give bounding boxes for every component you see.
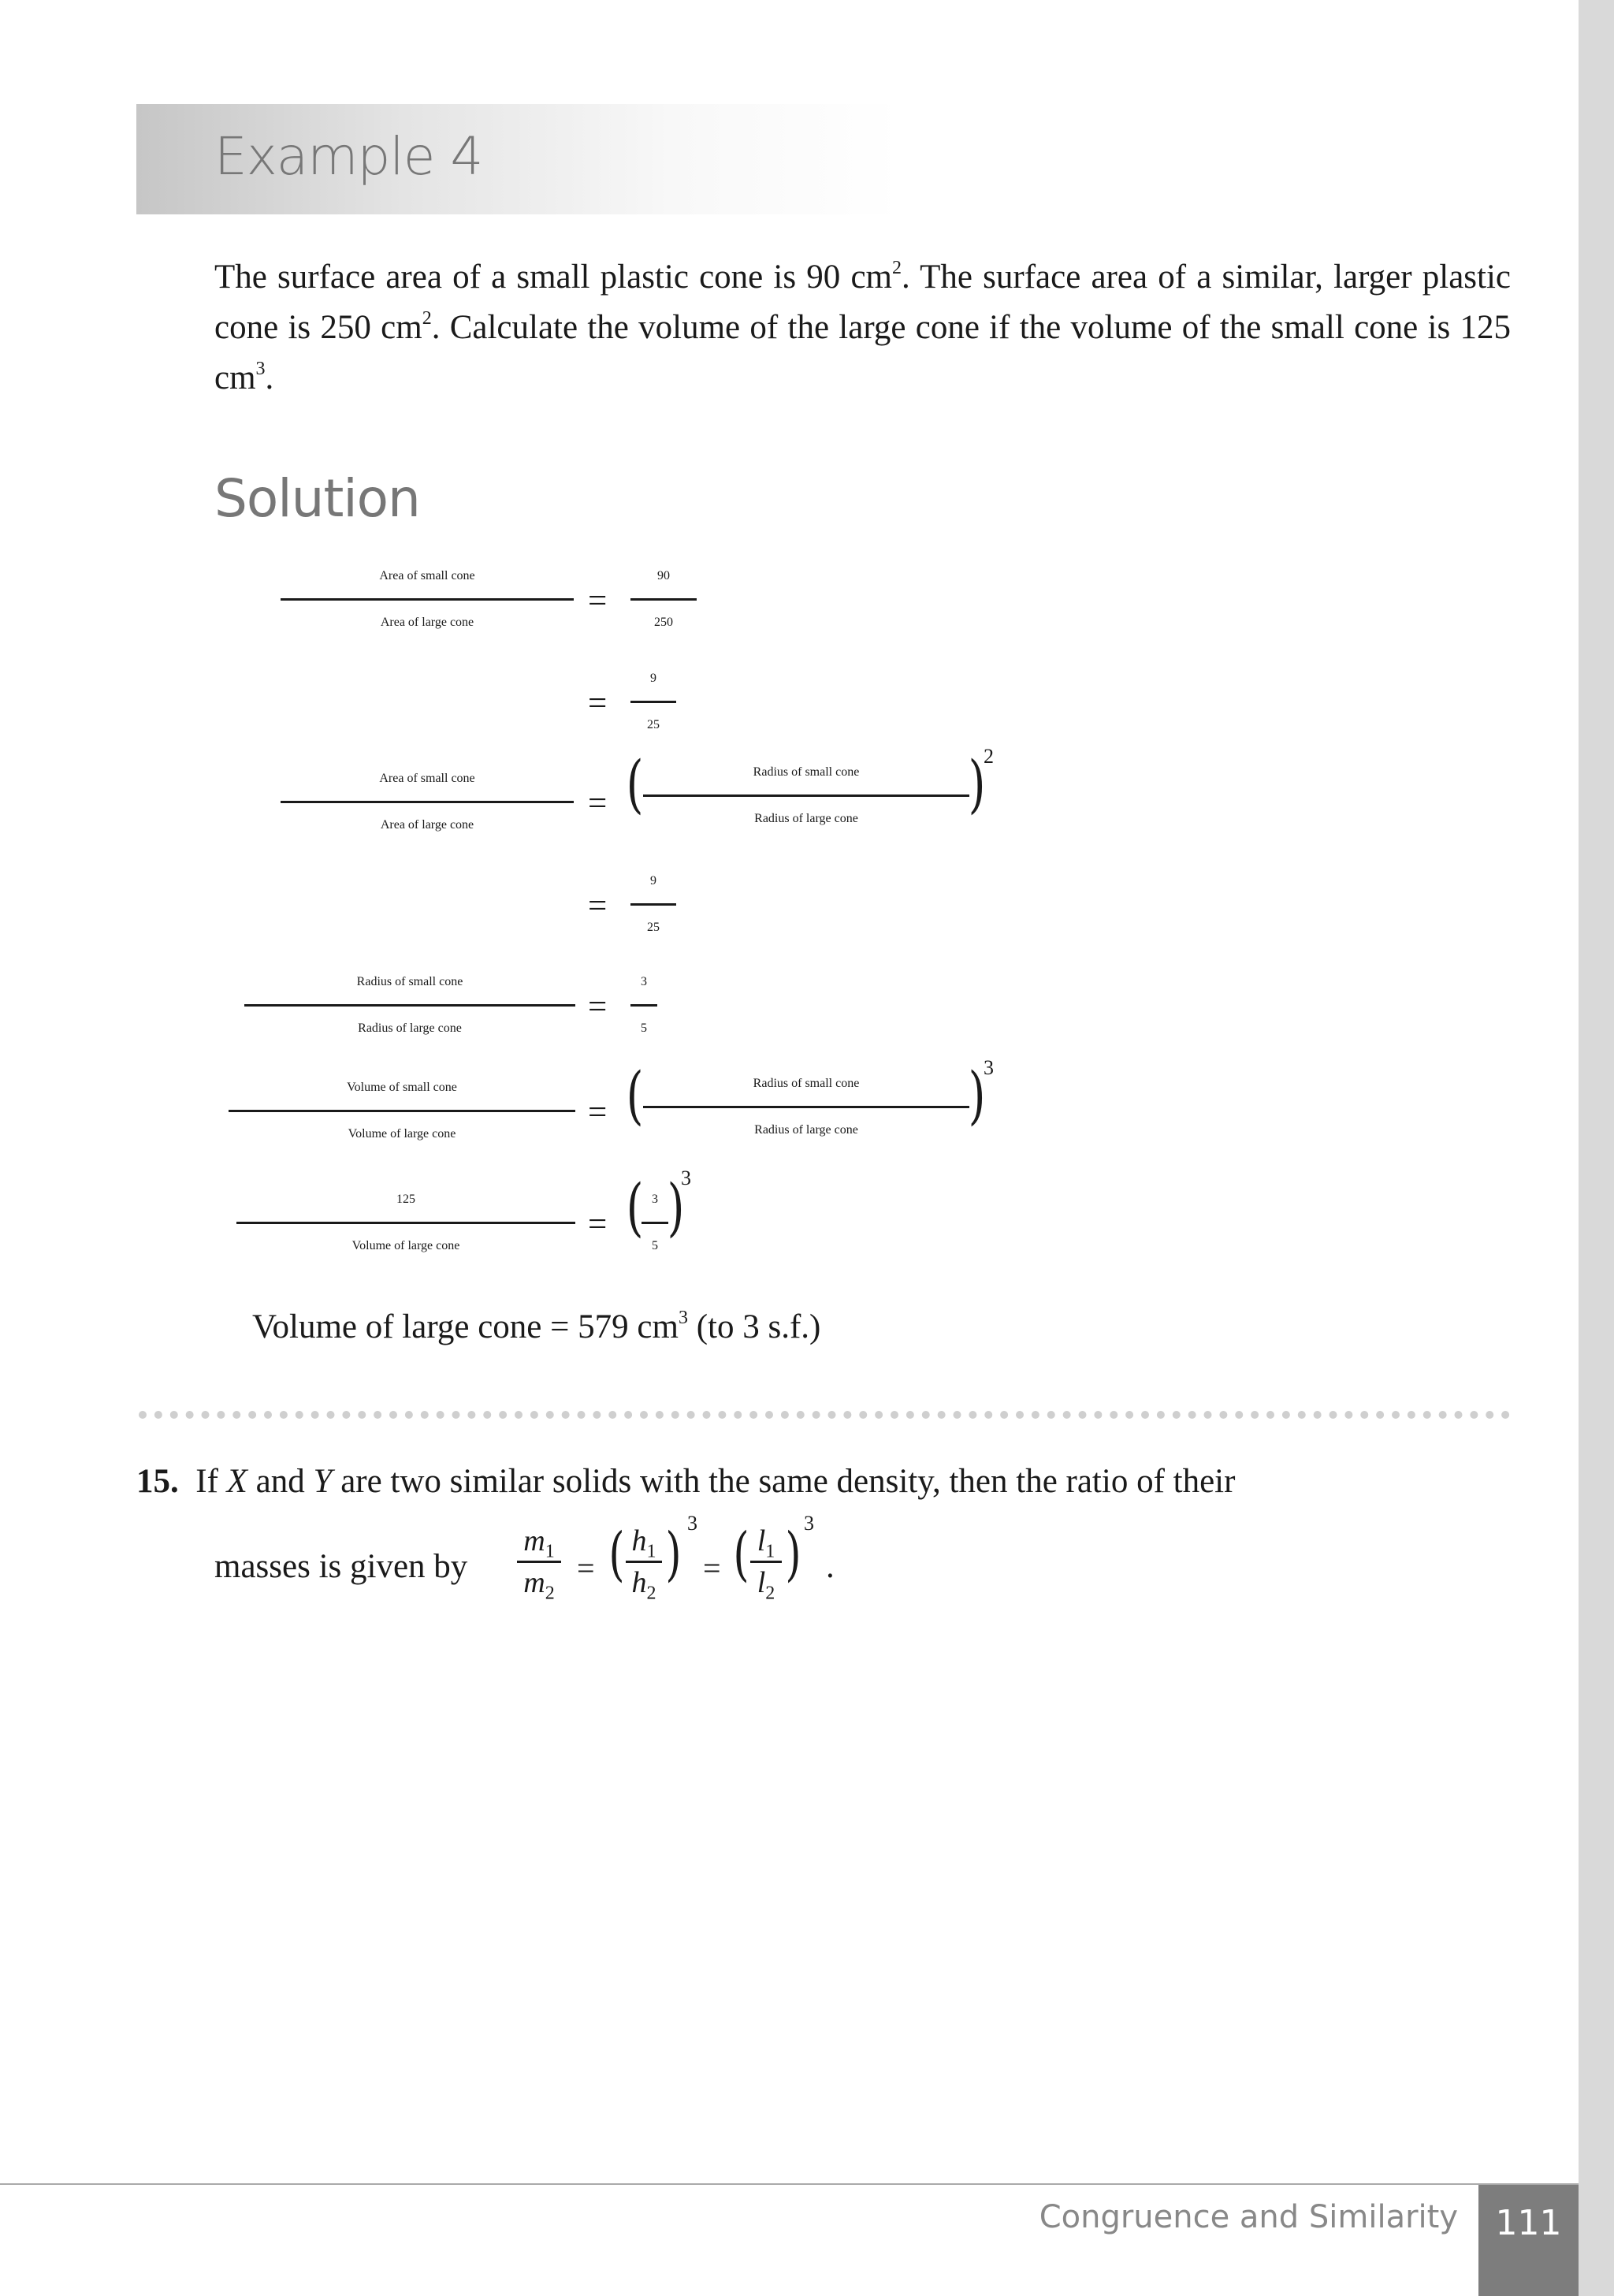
l-var: l: [757, 1566, 766, 1599]
eq7-lhs-fraction: [236, 1178, 575, 1268]
eq5-rhs-num: 3: [641, 975, 647, 988]
eq5-lhs-num: Radius of small cone: [356, 975, 463, 988]
problem-text-b: . The surface area of a similar, larger plastic cone is 250 cm: [214, 259, 1512, 346]
open-paren: (: [626, 1170, 644, 1244]
var-y: Y: [313, 1463, 333, 1500]
eq2-rhs-den: 25: [630, 701, 676, 747]
item15-line2: masses is given by: [214, 1548, 468, 1585]
result-sup: 3: [678, 1308, 688, 1328]
open-paren: (: [608, 1520, 625, 1588]
eq2-rhs-num: 9: [650, 672, 656, 685]
open-paren: (: [626, 1059, 644, 1132]
m2: [517, 1561, 561, 1602]
eq6-rhs-fraction: [643, 1062, 969, 1152]
sub: 1: [646, 1541, 656, 1562]
section-divider: [139, 1411, 1510, 1419]
exponent: 3: [804, 1512, 814, 1535]
problem-text-c: . Calculate the volume of the large cone if the volume of the small cone is 125 cm: [214, 309, 1511, 396]
l1: [750, 1521, 782, 1561]
eq7-lhs-num: 125: [396, 1193, 415, 1206]
item-number: 15.: [136, 1463, 179, 1500]
result-line: [252, 1305, 820, 1349]
eq6-rhs-num: Radius of small cone: [753, 1077, 860, 1090]
eq3-exponent: 2: [984, 745, 994, 768]
eq2-equals: =: [588, 685, 608, 722]
eq5-rhs-fraction: [630, 960, 657, 1051]
eq5-lhs-den: Radius of large cone: [244, 1004, 575, 1051]
m1: [517, 1521, 561, 1561]
close-paren: ): [968, 747, 986, 821]
l2: [750, 1561, 782, 1602]
sub: 2: [545, 1583, 555, 1604]
eq4-rhs-den: 25: [630, 903, 676, 950]
item15-text-c: are two similar solids with the same density, then the ratio of their: [332, 1463, 1236, 1500]
exponent: 3: [687, 1512, 697, 1535]
item-15-line1: [136, 1458, 1235, 1505]
sub: 1: [765, 1541, 775, 1562]
problem-text-d: .: [265, 359, 274, 396]
result-text: Volume of large cone = 579 cm: [252, 1308, 679, 1345]
mass-fraction: [517, 1521, 561, 1602]
h1: [626, 1521, 662, 1561]
h-var: h: [631, 1566, 647, 1599]
eq5-rhs-den: 5: [630, 1004, 657, 1051]
eq7-exponent: 3: [681, 1167, 691, 1189]
problem-statement: [214, 252, 1511, 404]
footer-rule: [0, 2183, 1579, 2185]
eq3-rhs-den: Radius of large cone: [643, 794, 969, 841]
h2: [626, 1561, 662, 1602]
m-var: m: [523, 1524, 545, 1557]
result-tail: (to 3 s.f.): [687, 1308, 821, 1345]
eq4-equals: =: [588, 888, 608, 925]
eq7-lhs-den: Volume of large cone: [236, 1222, 575, 1268]
eq5-lhs-fraction: [244, 960, 575, 1051]
eq1-lhs-fraction: [281, 554, 574, 645]
eq7-rhs-num: 3: [652, 1193, 658, 1206]
sub: 2: [765, 1583, 775, 1604]
problem-text-a: The surface area of a small plastic cone is 90 cm: [214, 259, 892, 296]
eq4-rhs-num: 9: [650, 874, 656, 888]
eq6-rhs-den: Radius of large cone: [643, 1106, 969, 1152]
item15-text-a: If: [195, 1463, 227, 1500]
close-paren: ): [785, 1520, 801, 1588]
eq6-equals: =: [588, 1094, 608, 1131]
period: .: [826, 1548, 835, 1585]
eq1-equals: =: [588, 582, 608, 620]
sup: 2: [422, 308, 432, 329]
sub: 2: [646, 1583, 656, 1604]
eq5-equals: =: [588, 988, 608, 1025]
page-sidebar: [1579, 0, 1614, 2296]
eq6-lhs-fraction: [229, 1066, 575, 1156]
open-paren: (: [626, 747, 644, 821]
height-fraction: [626, 1521, 662, 1602]
length-fraction: [750, 1521, 782, 1602]
eq3-lhs-den: Area of large cone: [281, 801, 574, 847]
eq7-rhs-den: 5: [642, 1222, 668, 1268]
m-var: m: [523, 1566, 545, 1599]
sup: 3: [255, 359, 266, 379]
eq3-equals: =: [588, 785, 608, 822]
eq3-lhs-num: Area of small cone: [379, 772, 475, 785]
eq3-lhs-fraction: [281, 757, 574, 847]
close-paren: ): [665, 1520, 682, 1588]
h-var: h: [631, 1524, 647, 1557]
eq1-rhs-fraction: [630, 554, 697, 645]
eq-sign: =: [703, 1550, 721, 1586]
eq1-lhs-num: Area of small cone: [379, 569, 475, 582]
eq2-rhs-fraction: [630, 657, 676, 747]
eq-sign: =: [577, 1550, 595, 1586]
open-paren: (: [733, 1520, 749, 1588]
example-title: Example 4: [214, 126, 483, 187]
l-var: l: [757, 1524, 766, 1557]
eq7-equals: =: [588, 1206, 608, 1243]
eq3-rhs-num: Radius of small cone: [753, 765, 860, 779]
chapter-title: Congruence and Similarity: [1039, 2199, 1458, 2235]
var-x: X: [226, 1463, 247, 1500]
page-number: 111: [1495, 2203, 1562, 2243]
eq3-rhs-fraction: [643, 750, 969, 841]
item15-text-b: and: [247, 1463, 314, 1500]
solution-title: Solution: [214, 468, 420, 529]
eq6-exponent: 3: [984, 1056, 994, 1079]
eq6-lhs-den: Volume of large cone: [229, 1110, 575, 1156]
close-paren: ): [667, 1170, 685, 1244]
sup: 2: [892, 258, 902, 278]
eq4-rhs-fraction: [630, 859, 676, 950]
eq1-lhs-den: Area of large cone: [281, 598, 574, 645]
eq1-rhs-num: 90: [657, 569, 670, 582]
sub: 1: [545, 1541, 555, 1562]
eq1-rhs-den: 250: [630, 598, 697, 645]
eq7-rhs-fraction: [642, 1178, 668, 1268]
eq6-lhs-num: Volume of small cone: [347, 1081, 457, 1094]
close-paren: ): [968, 1059, 986, 1132]
